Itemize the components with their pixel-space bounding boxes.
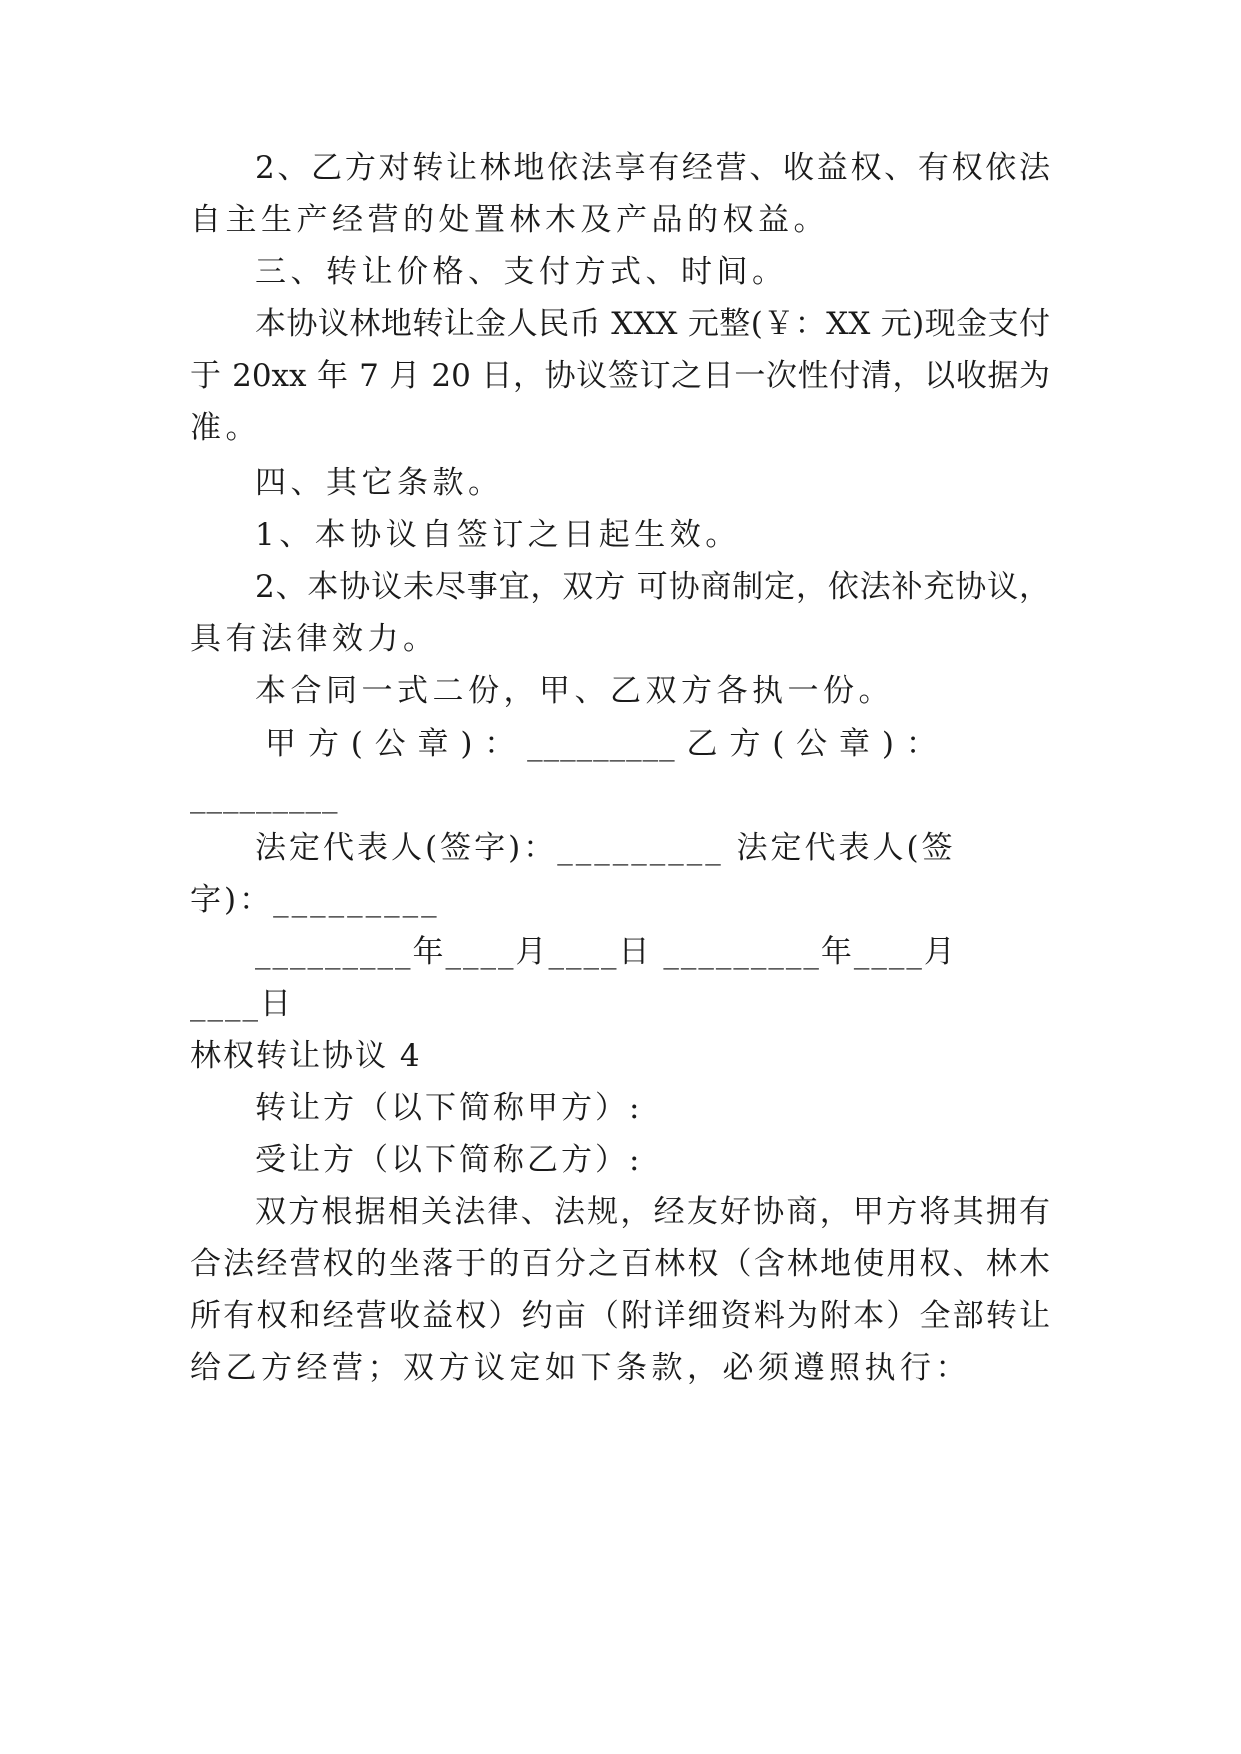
section-heading: 四、其它条款。 bbox=[255, 465, 504, 501]
paragraph-line: 具有法律效力。 bbox=[190, 621, 439, 657]
paragraph-line: 自主生产经营的处置林木及产品的权益。 bbox=[190, 202, 829, 238]
paragraph-line: 本协议林地转让金人民币 XXX 元整(￥：XX 元)现金支付 bbox=[255, 306, 1050, 342]
date-line: _________年____月____日 _________年____月 bbox=[255, 934, 957, 970]
paragraph-line: 双方根据相关法律、法规，经友好协商，甲方将其拥有 bbox=[255, 1194, 1050, 1230]
date-line: ____日 bbox=[190, 986, 293, 1022]
signature-line-representative: 字)：_________ bbox=[190, 882, 440, 918]
paragraph-line: 1、本协议自签订之日起生效。 bbox=[255, 517, 741, 553]
paragraph-line: 准。 bbox=[190, 410, 261, 446]
paragraph-line: 合法经营权的坐落于的百分之百林权（含林地使用权、林木 bbox=[190, 1246, 1050, 1282]
paragraph-line: 所有权和经营收益权）约亩（附详细资料为附本）全部转让 bbox=[190, 1298, 1050, 1334]
agreement-title: 林权转让协议 4 bbox=[190, 1038, 422, 1074]
paragraph-line: 给乙方经营；双方议定如下条款，必须遵照执行： bbox=[190, 1350, 971, 1386]
signature-line-representative: 法定代表人(签字)：_________ 法定代表人(签 bbox=[255, 830, 956, 866]
section-heading: 三、转让价格、支付方式、时间。 bbox=[255, 254, 788, 290]
paragraph-line: 2、乙方对转让林地依法享有经营、收益权、有权依法 bbox=[255, 150, 1050, 186]
paragraph-line: 于 20xx 年 7 月 20 日，协议签订之日一次性付清，以收据为 bbox=[190, 358, 1050, 394]
signature-line-seal: 甲 方 ( 公 章 ) ： _________ 乙 方 ( 公 章 ) ： bbox=[265, 726, 938, 762]
paragraph-line: 2、本协议未尽事宜，双方 可协商制定，依法补充协议， bbox=[255, 569, 1050, 605]
party-transferor: 转让方（以下简称甲方）: bbox=[255, 1090, 643, 1126]
signature-blank: _________ bbox=[190, 778, 339, 814]
party-transferee: 受让方（以下简称乙方）: bbox=[255, 1142, 643, 1178]
paragraph-line: 本合同一式二份，甲、乙双方各执一份。 bbox=[255, 673, 894, 709]
